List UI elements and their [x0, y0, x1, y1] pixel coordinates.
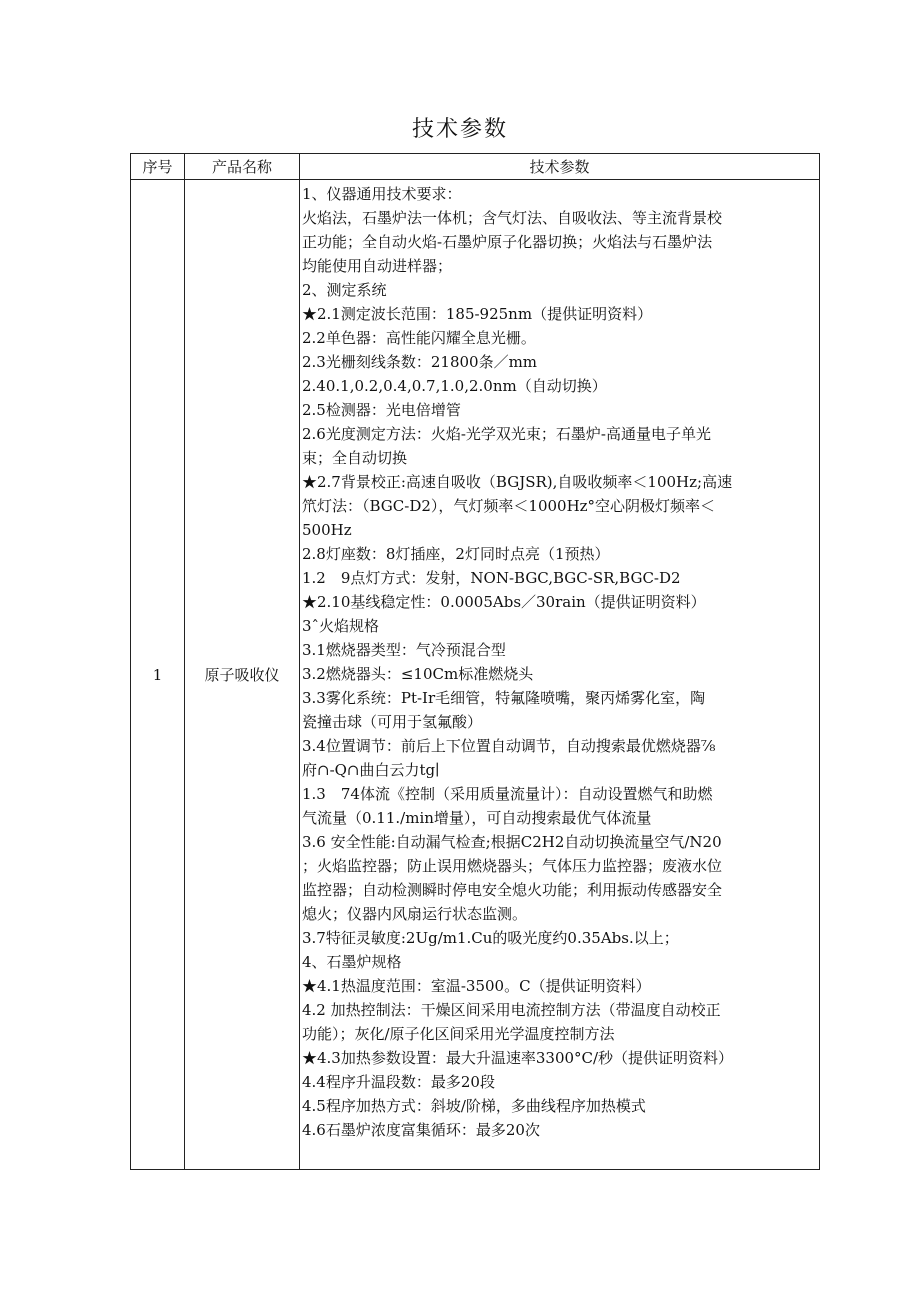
param-line: ★2.1测定波长范围：185-925nm（提供证明资料） [302, 305, 653, 323]
param-line: 2.8灯座数：8灯插座，2灯同时点亮（1预热） [302, 545, 610, 563]
param-line: 笊灯法：（BGC-D2），气灯频率＜1000Hz°空心阴极灯频率＜ [302, 497, 716, 515]
param-line: 3.7特征灵敏度:2Ug/m1.Cu的吸光度约0.35Abs.以上； [302, 929, 679, 947]
param-line: 正功能；全自动火焰-石墨炉原子化器切换；火焰法与石墨炉法 [302, 233, 713, 251]
param-line: 3.4位置调节：前后上下位置自动调节，自动搜索最优燃烧器⅞ [302, 737, 716, 755]
table-row [131, 180, 820, 1170]
param-line: 4.5程序加热方式：斜坡/阶梯，多曲线程序加热模式 [302, 1097, 646, 1115]
param-line: 3ˆ火焰规格 [302, 617, 380, 635]
param-line: 2.40.1,0.2,0.4,0.7,1.0,2.0nm（自动切换） [302, 377, 607, 395]
page-title: 技术参数 [411, 117, 508, 142]
param-line: 2.6光度测定方法：火焰-光学双光束；石墨炉-高通量电子单光 [302, 425, 711, 443]
param-line: 2.5检测器：光电倍增管 [302, 401, 461, 419]
param-line: 1、仪器通用技术要求： [302, 185, 462, 203]
header-params: 技术参数 [300, 154, 820, 180]
param-line: 3.2燃烧器头：≤10Cm标准燃烧头 [302, 665, 534, 683]
param-line: 监控器；自动检测瞬时停电安全熄火功能；利用振动传感器安全 [302, 881, 723, 899]
row-product-name: 原子吸收仪 [185, 180, 300, 1170]
param-line: 瓷撞击球（可用于氢氟酸） [302, 713, 483, 731]
param-line: ★4.3加热参数设置：最大升温速率3300°C/秒（提供证明资料） [302, 1049, 734, 1067]
param-line: ★2.7背景校正:高速自吸收（BGJSR),自吸收频率＜100Hz;高速 [302, 473, 733, 491]
param-line: 1.2 9点灯方式：发射，NON-BGC,BGC-SR,BGC-D2 [302, 569, 681, 587]
param-line: 1.3 74体流《控制（采用质量流量计）：自动设置燃气和助燃 [302, 785, 713, 803]
param-line: 火焰法，石墨炉法一体机；含气灯法、自吸收法、等主流背景校 [302, 209, 723, 227]
param-line: 2、测定系统 [302, 281, 387, 299]
param-line: 4、石墨炉规格 [302, 953, 402, 971]
param-line: 熄火；仪器内风扇运行状态监测。 [302, 905, 528, 923]
param-lines [302, 182, 817, 1142]
param-line: 4.2 加热控制法：干燥区间采用电流控制方法（带温度自动校正 [302, 1001, 721, 1019]
param-line: 2.2单色器：高性能闪耀全息光栅。 [302, 329, 536, 347]
param-line: 500Hz [302, 521, 352, 539]
param-line: 府∩-Q∩曲白云力tg∣ [302, 761, 440, 779]
param-line: 4.4程序升温段数：最多20段 [302, 1073, 495, 1091]
param-line: 3.6 安全性能:自动漏气检查;根据C2H2自动切换流量空气/N20 [302, 833, 722, 851]
param-line: 均能使用自动进样器； [302, 257, 453, 275]
param-line: 功能）；灰化/原子化区间采用光学温度控制方法 [302, 1025, 615, 1043]
header-product: 产品名称 [185, 154, 300, 180]
param-line: 4.6石墨炉浓度富集循环：最多20次 [302, 1121, 540, 1139]
param-line: 气流量（0.11./min增量），可自动搜索最优气体流量 [302, 809, 652, 827]
header-index: 序号 [131, 154, 185, 180]
row-params [300, 180, 820, 1170]
param-line: ★4.1热温度范围：室温-3500。C（提供证明资料） [302, 977, 651, 995]
param-line: 束；全自动切换 [302, 449, 408, 467]
spec-table [130, 153, 820, 1170]
param-line: 3.3雾化系统：Pt-Ir毛细管，特氟隆喷嘴，聚丙烯雾化室，陶 [302, 689, 706, 707]
param-line: 2.3光栅刻线条数：21800条／mm [302, 353, 538, 371]
param-line: ★2.10基线稳定性：0.0005Abs／30rain（提供证明资料） [302, 593, 706, 611]
param-line: 3.1燃烧器类型：气冷预混合型 [302, 641, 506, 659]
header-row [131, 154, 820, 180]
param-line: ；火焰监控器；防止误用燃烧器头；气体压力监控器；废液水位 [302, 857, 723, 875]
row-index: 1 [131, 180, 185, 1170]
